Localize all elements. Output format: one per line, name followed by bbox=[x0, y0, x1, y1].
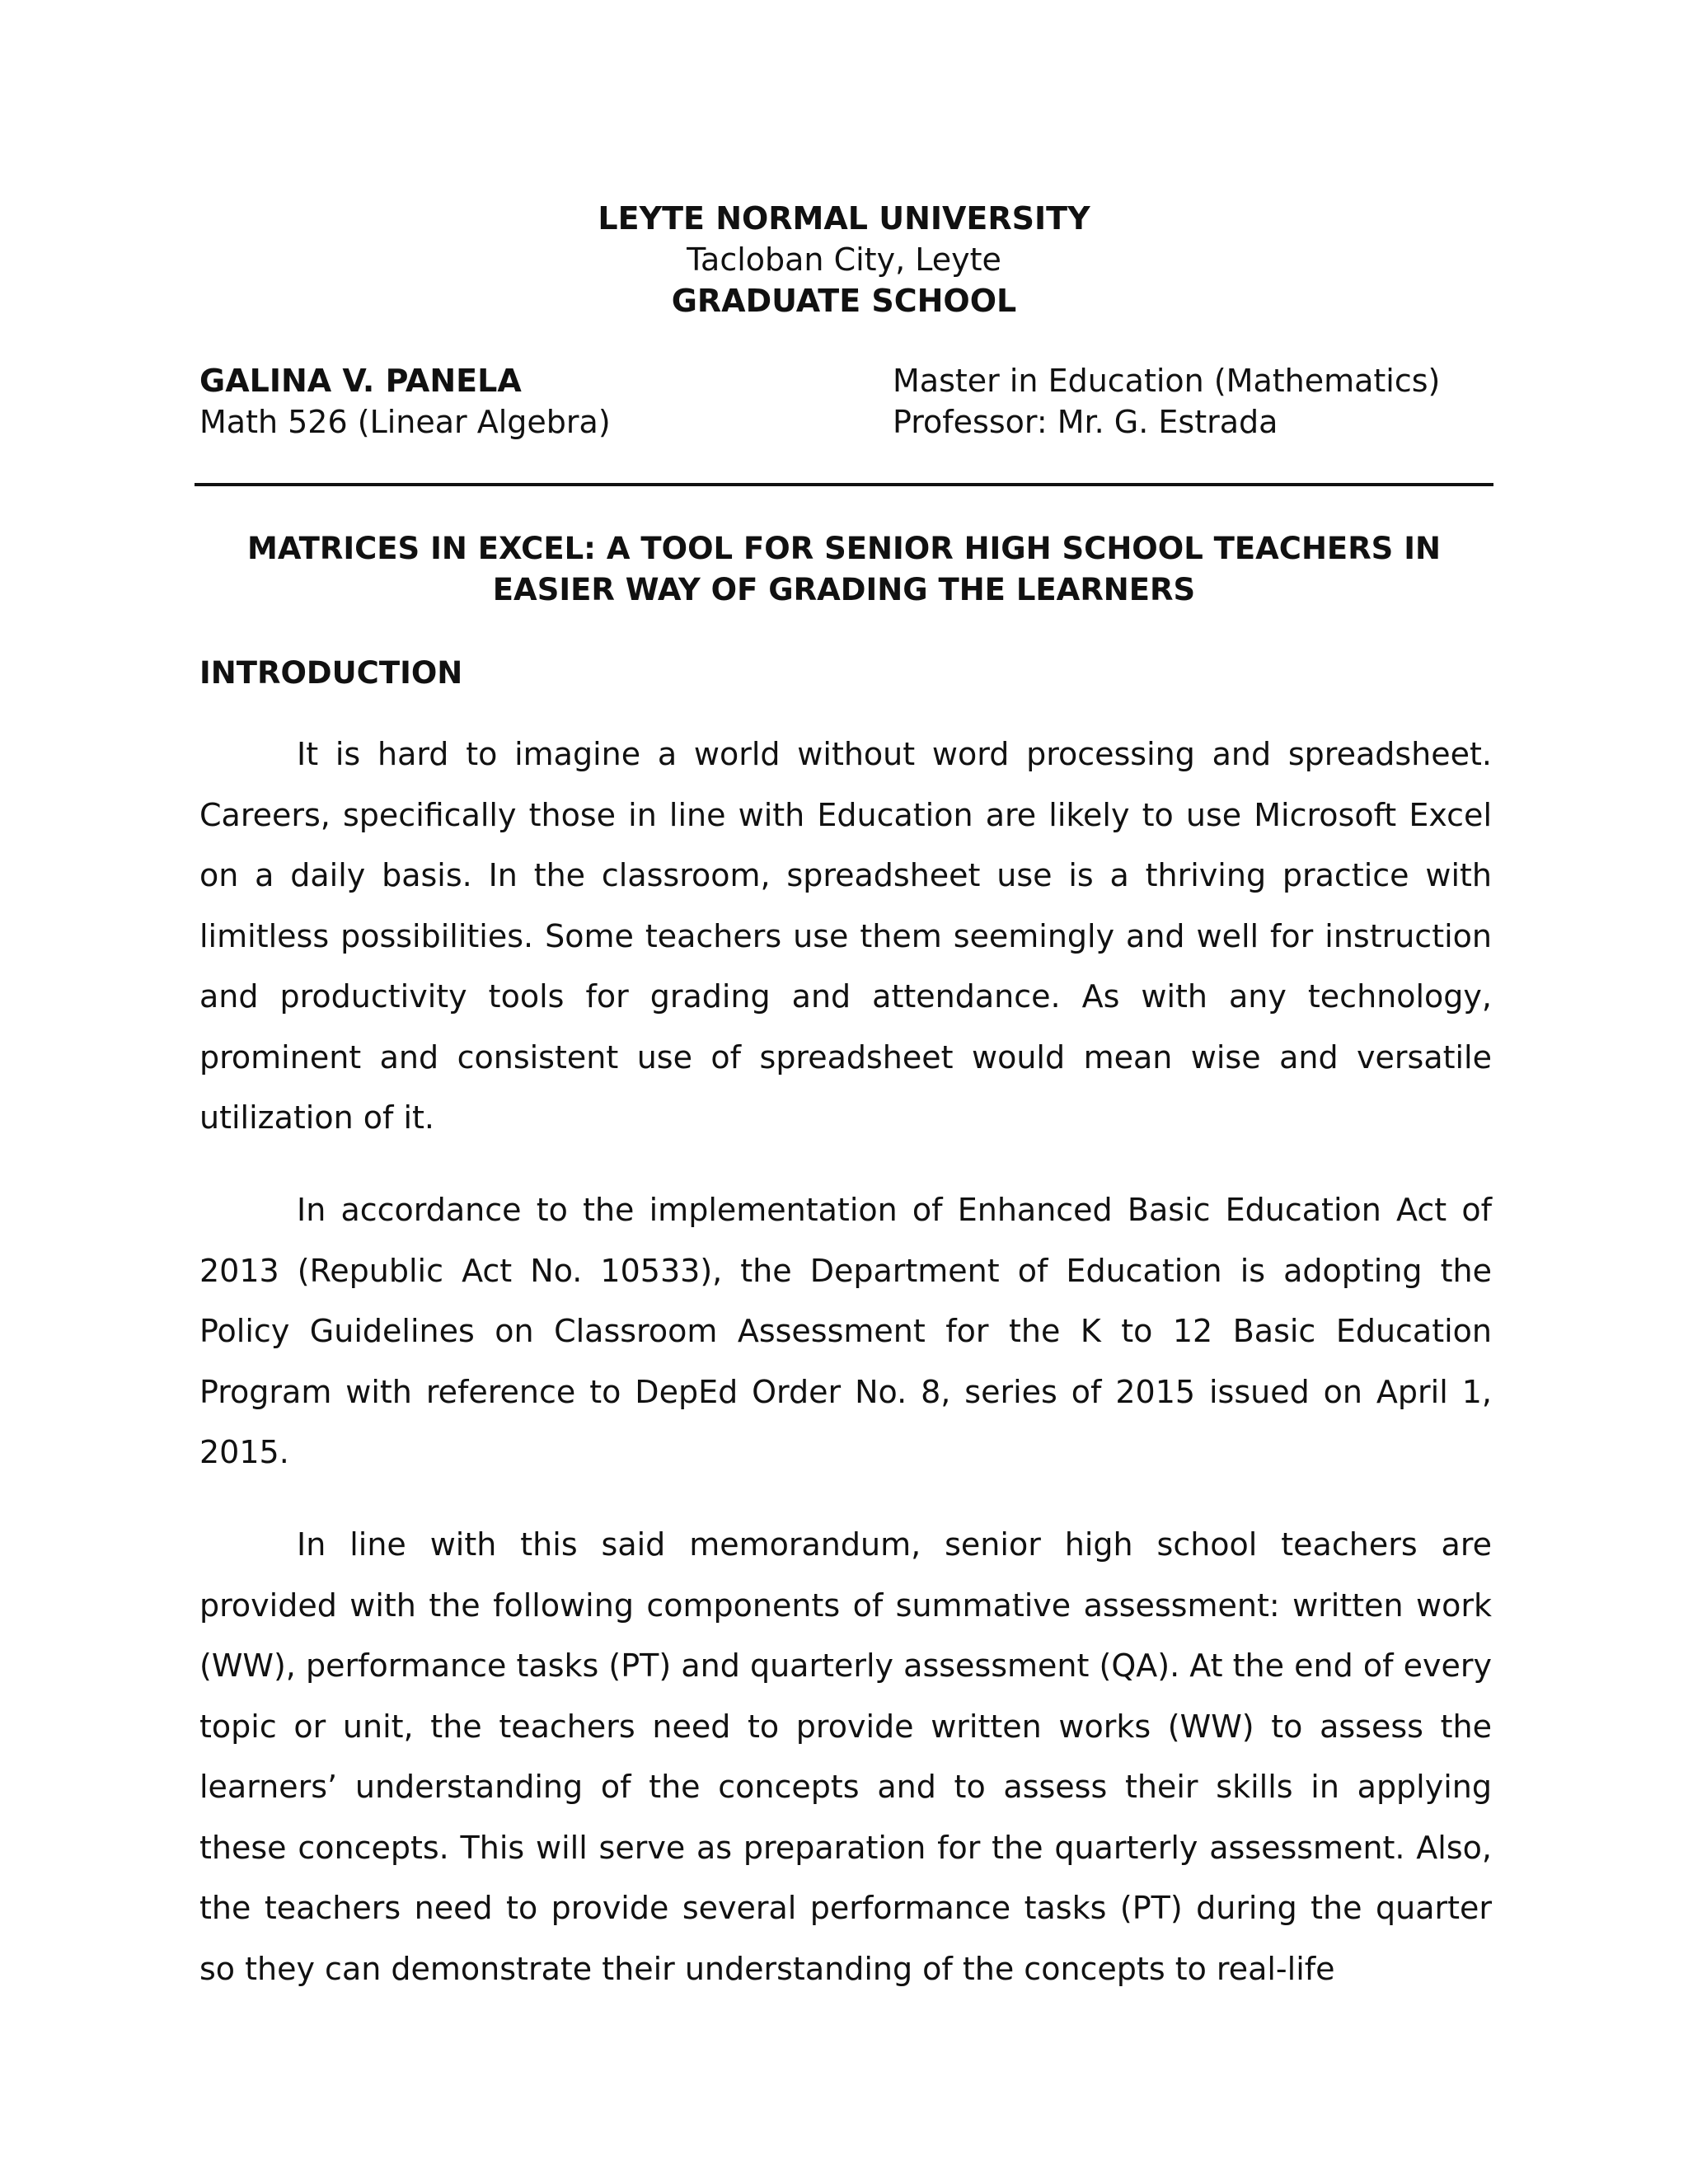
divider-rule bbox=[195, 483, 1493, 486]
university-name: LEYTE NORMAL UNIVERSITY bbox=[598, 200, 1090, 237]
professor-name: Professor: Mr. G. Estrada bbox=[893, 404, 1278, 440]
author-name: GALINA V. PANELA bbox=[199, 363, 522, 399]
paragraph: It is hard to imagine a world without word processing and spreadsheet. Careers, specifically those in line with Education are likely to use Microsoft Excel on a daily basis. In the classroom, spreadsheet use is a thriving practice with limitless possibilities. Some teachers use them seemingly and well for instruction and productivity tools for grading and attendance. As with any technology, prominent and consistent use of spreadsheet would mean wise and versatile utilization of it. bbox=[199, 736, 1492, 1136]
author-info bbox=[199, 360, 611, 443]
paragraph: In line with this said memorandum, senior high school teachers are provided with the following components of summative assessment: written work (WW), performance tasks (PT) and quarterly assessment (QA). At the end of every topic or unit, the teachers need to provide written works (WW) to assess the learners’ understanding of the concepts and to assess their skills in applying these concepts. This will serve as preparation for the quarterly assessment. Also, the teachers need to provide several performance tasks (PT) during the quarter so they can demonstrate their understanding of the concepts to real-life bbox=[199, 1526, 1492, 1987]
university-location: Tacloban City, Leyte bbox=[687, 241, 1001, 278]
title-line-1: MATRICES IN EXCEL: A TOOL FOR SENIOR HIGH SCHOOL TEACHERS IN bbox=[247, 531, 1441, 566]
course-name: Math 526 (Linear Algebra) bbox=[199, 404, 611, 440]
program-name: Master in Education (Mathematics) bbox=[893, 363, 1441, 399]
paragraph: In accordance to the implementation of Enhanced Basic Education Act of 2013 (Republic Act No. 10533), the Department of Education is adopting the Policy Guidelines on Classroom Assessment for the K to 12 Basic Education Program with reference to DepEd Order No. 8, series of 2015 issued on April 1, 2015. bbox=[199, 1192, 1492, 1470]
letterhead bbox=[0, 198, 1688, 321]
paper-title bbox=[0, 528, 1688, 611]
school-name: GRADUATE SCHOOL bbox=[671, 283, 1017, 319]
title-line-2: EASIER WAY OF GRADING THE LEARNERS bbox=[492, 572, 1196, 607]
program-info bbox=[893, 360, 1440, 443]
section-heading: INTRODUCTION bbox=[199, 655, 463, 691]
